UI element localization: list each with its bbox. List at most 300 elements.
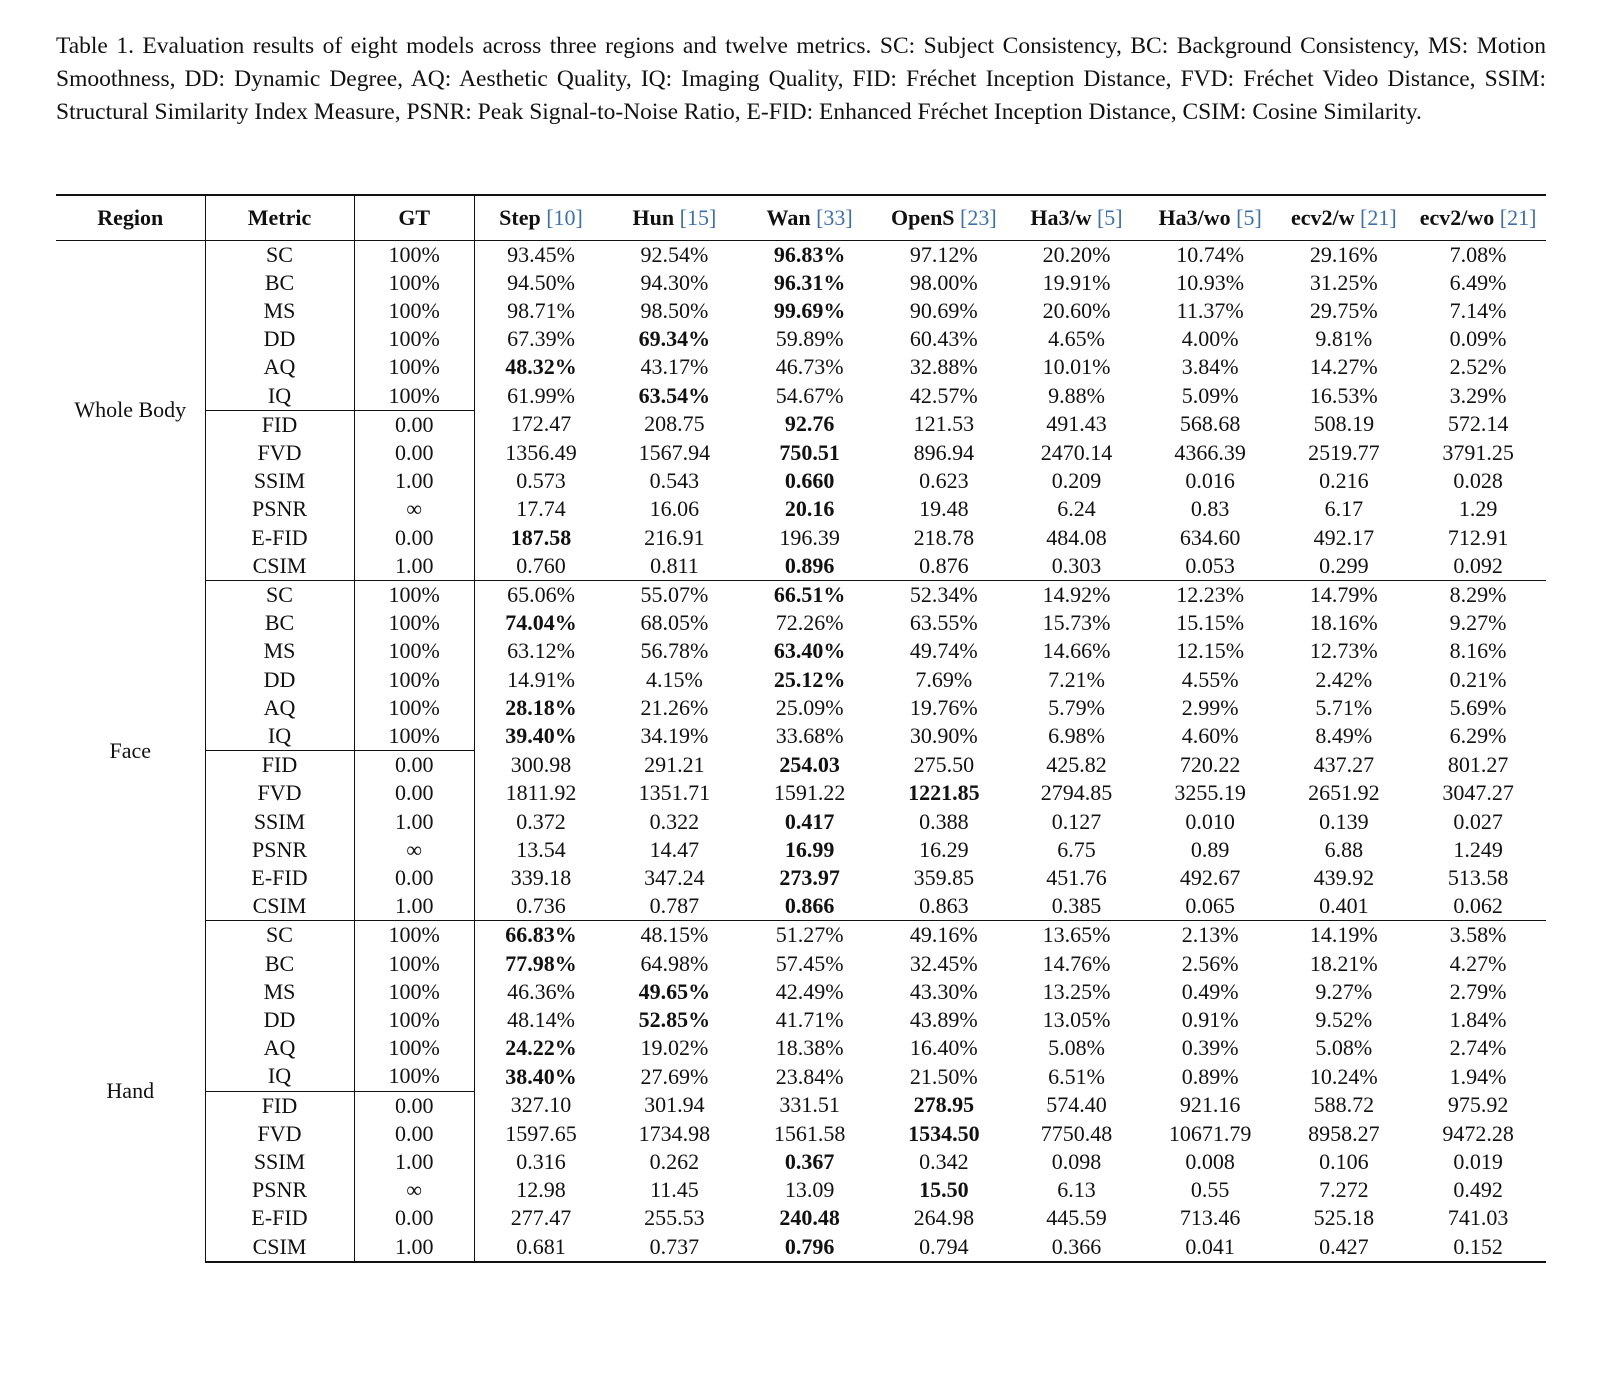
value-cell: 0.681 bbox=[474, 1233, 607, 1262]
value-cell: 29.16% bbox=[1309, 241, 1378, 267]
value-cell: 9.52% bbox=[1315, 1006, 1373, 1032]
value-cell: 10.01% bbox=[1042, 354, 1111, 380]
table-row bbox=[56, 382, 1546, 411]
value-cell: 331.51 bbox=[779, 1092, 840, 1118]
value-cell: 63.12% bbox=[507, 638, 575, 664]
gt-value: 0.00 bbox=[354, 751, 474, 780]
value-cell: 14.19% bbox=[1309, 922, 1378, 948]
value-cell: 66.51% bbox=[773, 581, 846, 607]
value-cell: 275.50 bbox=[913, 751, 975, 777]
citation-link[interactable]: [5] bbox=[1236, 204, 1262, 230]
value-cell: 801.27 bbox=[1447, 751, 1509, 777]
metric-label: SSIM bbox=[205, 808, 354, 836]
metric-label: SC bbox=[205, 580, 354, 609]
value-cell: 8.16% bbox=[1449, 638, 1507, 664]
value-cell: 29.75% bbox=[1309, 297, 1378, 323]
value-cell: 0.062 bbox=[1410, 892, 1546, 921]
table-body bbox=[56, 240, 1546, 1262]
table-row bbox=[56, 325, 1546, 353]
value-cell: 0.366 bbox=[1010, 1233, 1143, 1262]
value-cell: 0.89 bbox=[1190, 836, 1230, 862]
value-cell: 2.13% bbox=[1181, 922, 1239, 948]
value-cell: 42.57% bbox=[909, 382, 978, 408]
value-cell: 4.65% bbox=[1048, 326, 1105, 352]
table-row bbox=[56, 467, 1546, 495]
table-row bbox=[56, 864, 1546, 892]
table-row bbox=[56, 694, 1546, 722]
value-cell: 10.74% bbox=[1176, 241, 1245, 267]
value-cell: 0.322 bbox=[649, 808, 700, 834]
table-row bbox=[56, 1204, 1546, 1232]
metric-label: SC bbox=[205, 240, 354, 269]
table-row bbox=[56, 240, 1546, 269]
header-opens: OpenS [23] bbox=[878, 195, 1011, 240]
value-cell: 5.71% bbox=[1315, 694, 1373, 720]
metric-label: BC bbox=[205, 609, 354, 637]
value-cell: 18.21% bbox=[1309, 950, 1378, 976]
value-cell: 0.896 bbox=[742, 552, 878, 581]
value-cell: 492.17 bbox=[1313, 524, 1375, 550]
value-cell: 77.98% bbox=[505, 950, 577, 976]
metric-label: DD bbox=[205, 1006, 354, 1034]
value-cell: 46.73% bbox=[775, 354, 844, 380]
metric-label: AQ bbox=[205, 694, 354, 722]
value-cell: 0.027 bbox=[1453, 808, 1503, 834]
value-cell: 4.60% bbox=[1181, 723, 1239, 749]
value-cell: 0.106 bbox=[1319, 1149, 1369, 1174]
value-cell: 425.82 bbox=[1046, 751, 1107, 777]
value-cell: 2519.77 bbox=[1308, 439, 1380, 465]
value-cell: 49.16% bbox=[909, 922, 978, 948]
value-cell: 20.60% bbox=[1042, 297, 1111, 323]
value-cell: 347.24 bbox=[644, 864, 705, 890]
value-cell: 0.367 bbox=[784, 1149, 835, 1174]
table-row bbox=[56, 552, 1546, 581]
gt-value: 100% bbox=[354, 694, 474, 722]
value-cell: 1734.98 bbox=[638, 1120, 711, 1146]
value-cell: 9.27% bbox=[1449, 610, 1507, 636]
value-cell: 0.008 bbox=[1185, 1149, 1235, 1174]
table-row bbox=[56, 297, 1546, 325]
value-cell: 0.127 bbox=[1051, 808, 1102, 834]
value-cell: 713.46 bbox=[1179, 1205, 1241, 1231]
gt-value: ∞ bbox=[354, 1176, 474, 1204]
value-cell: 16.06 bbox=[649, 496, 700, 522]
gt-value: 100% bbox=[354, 950, 474, 978]
value-cell: 99.69% bbox=[773, 297, 846, 323]
value-cell: 2.52% bbox=[1449, 354, 1507, 380]
header-step: Step [10] bbox=[474, 195, 607, 240]
value-cell: 43.89% bbox=[909, 1006, 978, 1032]
value-cell: 72.26% bbox=[775, 610, 844, 636]
value-cell: 12.98 bbox=[516, 1177, 566, 1203]
value-cell: 1591.22 bbox=[773, 780, 846, 806]
gt-value: 1.00 bbox=[354, 552, 474, 581]
value-cell: 1.249 bbox=[1453, 836, 1503, 862]
metric-label: FID bbox=[205, 751, 354, 780]
gt-value: 100% bbox=[354, 978, 474, 1006]
value-cell: 1.94% bbox=[1449, 1063, 1507, 1089]
value-cell: 6.88 bbox=[1324, 836, 1364, 862]
value-cell: 63.54% bbox=[638, 382, 711, 408]
value-cell: 0.010 bbox=[1185, 808, 1235, 834]
value-cell: 15.50 bbox=[919, 1177, 969, 1203]
value-cell: 10671.79 bbox=[1168, 1120, 1252, 1146]
value-cell: 65.06% bbox=[507, 581, 575, 607]
gt-value: 1.00 bbox=[354, 892, 474, 921]
value-cell: 572.14 bbox=[1447, 411, 1509, 437]
value-cell: 10.24% bbox=[1309, 1063, 1378, 1089]
value-cell: 568.68 bbox=[1179, 411, 1241, 437]
value-cell: 445.59 bbox=[1046, 1205, 1107, 1231]
gt-value: 100% bbox=[354, 269, 474, 297]
value-cell: 3255.19 bbox=[1174, 780, 1246, 806]
citation-link[interactable]: [15] bbox=[679, 204, 717, 230]
value-cell: 0.041 bbox=[1143, 1233, 1278, 1262]
value-cell: 254.03 bbox=[779, 751, 840, 777]
metric-label: E-FID bbox=[205, 1204, 354, 1232]
value-cell: 6.98% bbox=[1048, 723, 1105, 749]
value-cell: 0.385 bbox=[1010, 892, 1143, 921]
citation-link[interactable]: [21] bbox=[1499, 204, 1537, 230]
table-row bbox=[56, 921, 1546, 950]
value-cell: 19.91% bbox=[1042, 269, 1111, 295]
table-row bbox=[56, 1233, 1546, 1262]
value-cell: 0.216 bbox=[1319, 468, 1369, 494]
value-cell: 21.26% bbox=[640, 694, 709, 720]
value-cell: 63.40% bbox=[773, 638, 846, 664]
table-row bbox=[56, 1148, 1546, 1176]
value-cell: 255.53 bbox=[644, 1205, 705, 1231]
metric-label: FVD bbox=[205, 439, 354, 467]
value-cell: 6.29% bbox=[1449, 723, 1507, 749]
table-row bbox=[56, 269, 1546, 297]
value-cell: 69.34% bbox=[638, 326, 711, 352]
value-cell: 439.92 bbox=[1313, 864, 1375, 890]
value-cell: 16.99 bbox=[784, 836, 835, 862]
metric-label: FVD bbox=[205, 1120, 354, 1148]
value-cell: 14.91% bbox=[507, 666, 575, 692]
value-cell: 96.83% bbox=[773, 241, 846, 267]
results-table bbox=[56, 194, 1546, 1263]
value-cell: 1811.92 bbox=[505, 780, 577, 806]
value-cell: 13.09 bbox=[784, 1177, 835, 1203]
value-cell: 0.262 bbox=[649, 1149, 700, 1174]
value-cell: 3047.27 bbox=[1442, 780, 1514, 806]
value-cell: 8958.27 bbox=[1308, 1120, 1380, 1146]
table-row bbox=[56, 1120, 1546, 1148]
metric-label: PSNR bbox=[205, 495, 354, 523]
metric-label: CSIM bbox=[205, 892, 354, 921]
value-cell: 6.17 bbox=[1324, 496, 1364, 522]
metric-label: MS bbox=[205, 637, 354, 665]
value-cell: 31.25% bbox=[1309, 269, 1378, 295]
value-cell: 1534.50 bbox=[908, 1120, 980, 1146]
value-cell: 17.74 bbox=[516, 496, 566, 522]
value-cell: 9.27% bbox=[1315, 978, 1373, 1004]
gt-value: 0.00 bbox=[354, 864, 474, 892]
value-cell: 93.45% bbox=[507, 241, 575, 267]
value-cell: 0.065 bbox=[1143, 892, 1278, 921]
value-cell: 6.13 bbox=[1057, 1177, 1096, 1203]
value-cell: 0.019 bbox=[1453, 1149, 1503, 1174]
header-gt: GT bbox=[354, 195, 474, 240]
value-cell: 4.27% bbox=[1449, 950, 1507, 976]
value-cell: 0.417 bbox=[784, 808, 835, 834]
value-cell: 68.05% bbox=[640, 610, 709, 636]
table-row bbox=[56, 1176, 1546, 1204]
table-row bbox=[56, 779, 1546, 807]
metric-label: PSNR bbox=[205, 836, 354, 864]
value-cell: 2651.92 bbox=[1308, 780, 1380, 806]
citation-link[interactable]: [21] bbox=[1360, 204, 1397, 230]
value-cell: 16.29 bbox=[919, 836, 969, 862]
value-cell: 21.50% bbox=[909, 1063, 978, 1089]
value-cell: 4.15% bbox=[646, 666, 703, 692]
value-cell: 33.68% bbox=[775, 723, 844, 749]
value-cell: 2.74% bbox=[1449, 1035, 1507, 1061]
metric-label: E-FID bbox=[205, 524, 354, 552]
value-cell: 525.18 bbox=[1313, 1205, 1375, 1231]
value-cell: 0.863 bbox=[878, 892, 1011, 921]
value-cell: 513.58 bbox=[1447, 864, 1509, 890]
value-cell: 51.27% bbox=[775, 922, 844, 948]
gt-value: 100% bbox=[354, 580, 474, 609]
value-cell: 0.811 bbox=[607, 552, 742, 581]
value-cell: 16.40% bbox=[909, 1035, 978, 1061]
value-cell: 5.08% bbox=[1048, 1035, 1105, 1061]
citation-link[interactable]: [23] bbox=[960, 204, 997, 230]
table-row bbox=[56, 580, 1546, 609]
table-row bbox=[56, 1062, 1546, 1091]
value-cell: 59.89% bbox=[775, 326, 844, 352]
value-cell: 277.47 bbox=[510, 1205, 572, 1231]
value-cell: 57.45% bbox=[775, 950, 844, 976]
value-cell: 25.09% bbox=[775, 694, 844, 720]
value-cell: 24.22% bbox=[505, 1035, 577, 1061]
value-cell: 0.016 bbox=[1185, 468, 1235, 494]
citation-link[interactable]: [10] bbox=[546, 204, 583, 230]
value-cell: 741.03 bbox=[1447, 1205, 1509, 1231]
gt-value: 100% bbox=[354, 1006, 474, 1034]
value-cell: 196.39 bbox=[779, 524, 840, 550]
value-cell: 121.53 bbox=[913, 411, 975, 437]
gt-value: 100% bbox=[354, 297, 474, 325]
value-cell: 574.40 bbox=[1046, 1092, 1107, 1118]
value-cell: 3.84% bbox=[1181, 354, 1239, 380]
value-cell: 94.30% bbox=[640, 269, 709, 295]
value-cell: 32.45% bbox=[909, 950, 978, 976]
value-cell: 273.97 bbox=[779, 864, 840, 890]
header-ha3-wo: Ha3/wo [5] bbox=[1143, 195, 1278, 240]
value-cell: 66.83% bbox=[505, 922, 577, 948]
metric-label: SC bbox=[205, 921, 354, 950]
table-row bbox=[56, 353, 1546, 381]
value-cell: 54.67% bbox=[775, 382, 844, 408]
value-cell: 2470.14 bbox=[1040, 439, 1113, 465]
value-cell: 63.55% bbox=[909, 610, 978, 636]
metric-label: SSIM bbox=[205, 1148, 354, 1176]
value-cell: 218.78 bbox=[913, 524, 975, 550]
value-cell: 0.737 bbox=[607, 1233, 742, 1262]
table-row bbox=[56, 666, 1546, 694]
header-row bbox=[56, 195, 1546, 240]
value-cell: 0.427 bbox=[1278, 1233, 1411, 1262]
table-row bbox=[56, 410, 1546, 439]
table-row bbox=[56, 1034, 1546, 1062]
value-cell: 0.092 bbox=[1410, 552, 1546, 581]
gt-value: 1.00 bbox=[354, 1233, 474, 1262]
value-cell: 208.75 bbox=[644, 411, 705, 437]
value-cell: 5.79% bbox=[1048, 694, 1105, 720]
gt-value: 0.00 bbox=[354, 524, 474, 552]
gt-value: 100% bbox=[354, 722, 474, 751]
value-cell: 0.372 bbox=[516, 808, 566, 834]
header-wan: Wan [33] bbox=[742, 195, 878, 240]
value-cell: 13.05% bbox=[1042, 1006, 1111, 1032]
metric-label: FID bbox=[205, 410, 354, 439]
value-cell: 8.29% bbox=[1449, 581, 1507, 607]
value-cell: 56.78% bbox=[640, 638, 709, 664]
value-cell: 5.09% bbox=[1181, 382, 1239, 408]
gt-value: 0.00 bbox=[354, 1091, 474, 1120]
value-cell: 9.88% bbox=[1048, 382, 1105, 408]
metric-label: PSNR bbox=[205, 1176, 354, 1204]
metric-label: DD bbox=[205, 325, 354, 353]
gt-value: 0.00 bbox=[354, 439, 474, 467]
value-cell: 6.24 bbox=[1057, 496, 1096, 522]
value-cell: 6.49% bbox=[1449, 269, 1507, 295]
value-cell: 61.99% bbox=[507, 382, 575, 408]
value-cell: 0.139 bbox=[1319, 808, 1369, 834]
region-label: Hand bbox=[56, 921, 205, 1262]
value-cell: 4.55% bbox=[1181, 666, 1239, 692]
value-cell: 0.21% bbox=[1449, 666, 1507, 692]
table-row bbox=[56, 524, 1546, 552]
gt-value: 0.00 bbox=[354, 1204, 474, 1232]
value-cell: 0.316 bbox=[516, 1149, 566, 1174]
value-cell: 6.51% bbox=[1048, 1063, 1105, 1089]
header-ecv2-w: ecv2/w [21] bbox=[1278, 195, 1411, 240]
value-cell: 14.27% bbox=[1309, 354, 1378, 380]
value-cell: 13.65% bbox=[1042, 922, 1111, 948]
value-cell: 39.40% bbox=[505, 723, 577, 749]
value-cell: 7750.48 bbox=[1040, 1120, 1113, 1146]
value-cell: 15.73% bbox=[1042, 610, 1111, 636]
value-cell: 27.69% bbox=[640, 1063, 709, 1089]
value-cell: 23.84% bbox=[775, 1063, 844, 1089]
value-cell: 187.58 bbox=[510, 524, 572, 550]
value-cell: 41.71% bbox=[775, 1006, 844, 1032]
value-cell: 18.16% bbox=[1309, 610, 1378, 636]
table-row bbox=[56, 495, 1546, 523]
region-label: Face bbox=[56, 580, 205, 920]
value-cell: 15.15% bbox=[1176, 610, 1245, 636]
metric-label: IQ bbox=[205, 722, 354, 751]
value-cell: 0.55 bbox=[1190, 1177, 1230, 1203]
value-cell: 43.17% bbox=[640, 354, 709, 380]
value-cell: 92.76 bbox=[784, 411, 835, 437]
value-cell: 7.14% bbox=[1449, 297, 1507, 323]
value-cell: 327.10 bbox=[510, 1092, 572, 1118]
value-cell: 19.02% bbox=[640, 1035, 709, 1061]
value-cell: 20.20% bbox=[1042, 241, 1111, 267]
value-cell: 0.91% bbox=[1181, 1006, 1239, 1032]
metric-label: IQ bbox=[205, 1062, 354, 1091]
value-cell: 1561.58 bbox=[773, 1120, 846, 1146]
value-cell: 1.29 bbox=[1458, 496, 1498, 522]
value-cell: 7.08% bbox=[1449, 241, 1507, 267]
value-cell: 3791.25 bbox=[1442, 439, 1514, 465]
value-cell: 52.85% bbox=[638, 1006, 711, 1032]
value-cell: 921.16 bbox=[1179, 1092, 1241, 1118]
citation-link[interactable]: [5] bbox=[1096, 204, 1123, 230]
value-cell: 3.58% bbox=[1449, 922, 1507, 948]
value-cell: 0.796 bbox=[742, 1233, 878, 1262]
value-cell: 216.91 bbox=[644, 524, 705, 550]
value-cell: 34.19% bbox=[640, 723, 709, 749]
value-cell: 492.67 bbox=[1179, 864, 1241, 890]
value-cell: 0.053 bbox=[1143, 552, 1278, 581]
value-cell: 172.47 bbox=[510, 411, 572, 437]
value-cell: 712.91 bbox=[1447, 524, 1509, 550]
table-row bbox=[56, 439, 1546, 467]
table-row bbox=[56, 808, 1546, 836]
value-cell: 2794.85 bbox=[1040, 780, 1113, 806]
citation-link[interactable]: [33] bbox=[816, 204, 853, 230]
value-cell: 74.04% bbox=[505, 610, 577, 636]
metric-label: CSIM bbox=[205, 1233, 354, 1262]
value-cell: 1567.94 bbox=[638, 439, 711, 465]
value-cell: 0.39% bbox=[1181, 1035, 1239, 1061]
value-cell: 19.48 bbox=[919, 496, 969, 522]
value-cell: 1356.49 bbox=[505, 439, 577, 465]
value-cell: 484.08 bbox=[1046, 524, 1107, 550]
value-cell: 19.76% bbox=[909, 694, 978, 720]
value-cell: 0.299 bbox=[1278, 552, 1411, 581]
value-cell: 291.21 bbox=[644, 751, 705, 777]
value-cell: 0.660 bbox=[784, 468, 835, 494]
gt-value: 1.00 bbox=[354, 1148, 474, 1176]
value-cell: 14.47 bbox=[649, 836, 700, 862]
metric-label: BC bbox=[205, 950, 354, 978]
value-cell: 0.492 bbox=[1453, 1177, 1503, 1203]
gt-value: 100% bbox=[354, 637, 474, 665]
value-cell: 12.73% bbox=[1309, 638, 1378, 664]
value-cell: 96.31% bbox=[773, 269, 846, 295]
metric-label: AQ bbox=[205, 353, 354, 381]
value-cell: 896.94 bbox=[913, 439, 975, 465]
metric-label: BC bbox=[205, 269, 354, 297]
gt-value: 0.00 bbox=[354, 410, 474, 439]
gt-value: 100% bbox=[354, 240, 474, 269]
value-cell: 13.54 bbox=[516, 836, 566, 862]
value-cell: 0.623 bbox=[919, 468, 969, 494]
table-row bbox=[56, 836, 1546, 864]
gt-value: 0.00 bbox=[354, 779, 474, 807]
value-cell: 359.85 bbox=[913, 864, 975, 890]
value-cell: 0.89% bbox=[1181, 1063, 1239, 1089]
metric-label: MS bbox=[205, 978, 354, 1006]
value-cell: 278.95 bbox=[913, 1092, 975, 1118]
value-cell: 0.794 bbox=[878, 1233, 1011, 1262]
value-cell: 339.18 bbox=[510, 864, 572, 890]
value-cell: 0.49% bbox=[1181, 978, 1239, 1004]
gt-value: 100% bbox=[354, 609, 474, 637]
value-cell: 7.272 bbox=[1319, 1177, 1369, 1203]
value-cell: 49.65% bbox=[638, 978, 711, 1004]
value-cell: 11.37% bbox=[1176, 297, 1244, 323]
